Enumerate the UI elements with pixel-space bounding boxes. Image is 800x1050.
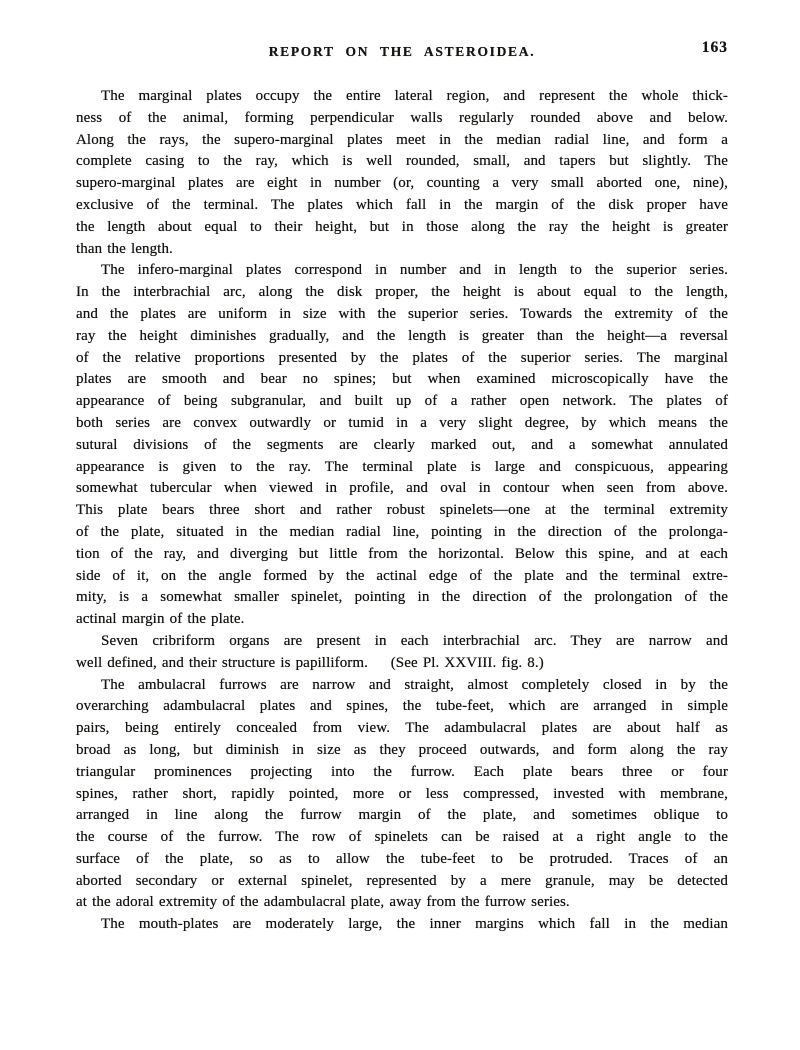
text-line: The ambulacral furrows are narrow and straight, almost completely closed in by the [101, 676, 728, 693]
paragraph [76, 86, 728, 260]
text-line: plates are smooth and bear no spines; but when examined microscopically have the [76, 371, 728, 388]
text-line: arranged in line along the furrow margin of the plate, and sometimes oblique to [76, 807, 728, 824]
text-line: pairs, being entirely concealed from view. The adambulacral plates are about half as [76, 720, 728, 737]
paragraph [76, 631, 728, 675]
text-line: tion of the ray, and diverging but little from the horizontal. Below this spine, and at each [76, 545, 728, 562]
text-line: the course of the furrow. The row of spinelets can be raised at a right angle to the [76, 829, 728, 846]
text-line: and the plates are uniform in size with the superior series. Towards the extremity of the [76, 305, 728, 322]
text-line: sutural divisions of the segments are clearly marked out, and a somewhat annulated [76, 436, 728, 453]
text-line: overarching adambulacral plates and spines, the tube-feet, which are arranged in simple [76, 698, 728, 715]
text-line: mity, is a somewhat smaller spinelet, pointing in the direction of the prolongation of the [76, 589, 728, 606]
running-title: REPORT ON THE ASTEROIDEA. [268, 44, 536, 59]
text-line: ness of the animal, forming perpendicular walls regularly rounded above and below. [76, 109, 728, 126]
text-line: of the plate, situated in the median radial line, pointing in the direction of the prolonga- [76, 523, 728, 540]
text-line: appearance is given to the ray. The terminal plate is large and conspicuous, appearing [76, 458, 728, 475]
text-line: at the adoral extremity of the adambulacral plate, away from the furrow series. [76, 894, 570, 911]
text-line: actinal margin of the plate. [76, 611, 245, 628]
text-line: appearance of being subgranular, and built up of a rather open network. The plates of [76, 393, 728, 410]
text-line: Seven cribriform organs are present in each interbrachial arc. They are narrow and [101, 632, 728, 649]
page-header [76, 39, 728, 68]
text-line: The marginal plates occupy the entire lateral region, and represent the whole thick- [101, 88, 728, 104]
text-line: In the interbrachial arc, along the disk proper, the height is about equal to the length, [76, 284, 728, 301]
text-line: spines, rather short, rapidly pointed, more or less compressed, invested with membrane, [76, 785, 728, 802]
text-line: Along the rays, the supero-marginal plates meet in the median radial line, and form a [76, 131, 728, 148]
paragraph [76, 675, 728, 915]
text-line: the length about equal to their height, but in those along the ray the height is greater [76, 218, 728, 235]
page-body [76, 86, 728, 936]
text-line: The mouth-plates are moderately large, the inner margins which fall in the median [101, 916, 728, 933]
text-line: than the length. [76, 240, 173, 257]
text-line: side of it, on the angle formed by the actinal edge of the plate and the terminal extre- [76, 567, 728, 584]
text-line: ray the height diminishes gradually, and the length is greater than the height—a reversal [76, 327, 728, 344]
text-line: surface of the plate, so as to allow the tube-feet to be protruded. Traces of an [76, 850, 728, 867]
text-line: well defined, and their structure is papilliform. (See Pl. XXVIII. fig. 8.) [76, 654, 544, 671]
text-line: somewhat tubercular when viewed in profile, and oval in contour when seen from above. [76, 480, 728, 497]
text-line: This plate bears three short and rather robust spinelets—one at the terminal extremity [76, 502, 728, 519]
text-line: supero-marginal plates are eight in number (or, counting a very small aborted one, nine), [76, 175, 728, 192]
text-line: broad as long, but diminish in size as they proceed outwards, and form along the ray [76, 741, 728, 758]
paragraph [76, 914, 728, 936]
page-number: 163 [701, 39, 728, 56]
text-line: complete casing to the ray, which is well rounded, small, and tapers but slightly. The [76, 153, 728, 170]
text-line: of the relative proportions presented by the plates of the superior series. The marginal [76, 349, 728, 366]
paragraph [76, 260, 728, 631]
text-line: exclusive of the terminal. The plates which fall in the margin of the disk proper have [76, 196, 728, 213]
text-line: triangular prominences projecting into the furrow. Each plate bears three or four [76, 763, 728, 780]
text-line: aborted secondary or external spinelet, represented by a mere granule, may be detected [76, 872, 728, 889]
text-line: both series are convex outwardly or tumid in a very slight degree, by which means the [76, 414, 728, 431]
text-line: The infero-marginal plates correspond in number and in length to the superior series. [101, 262, 728, 279]
